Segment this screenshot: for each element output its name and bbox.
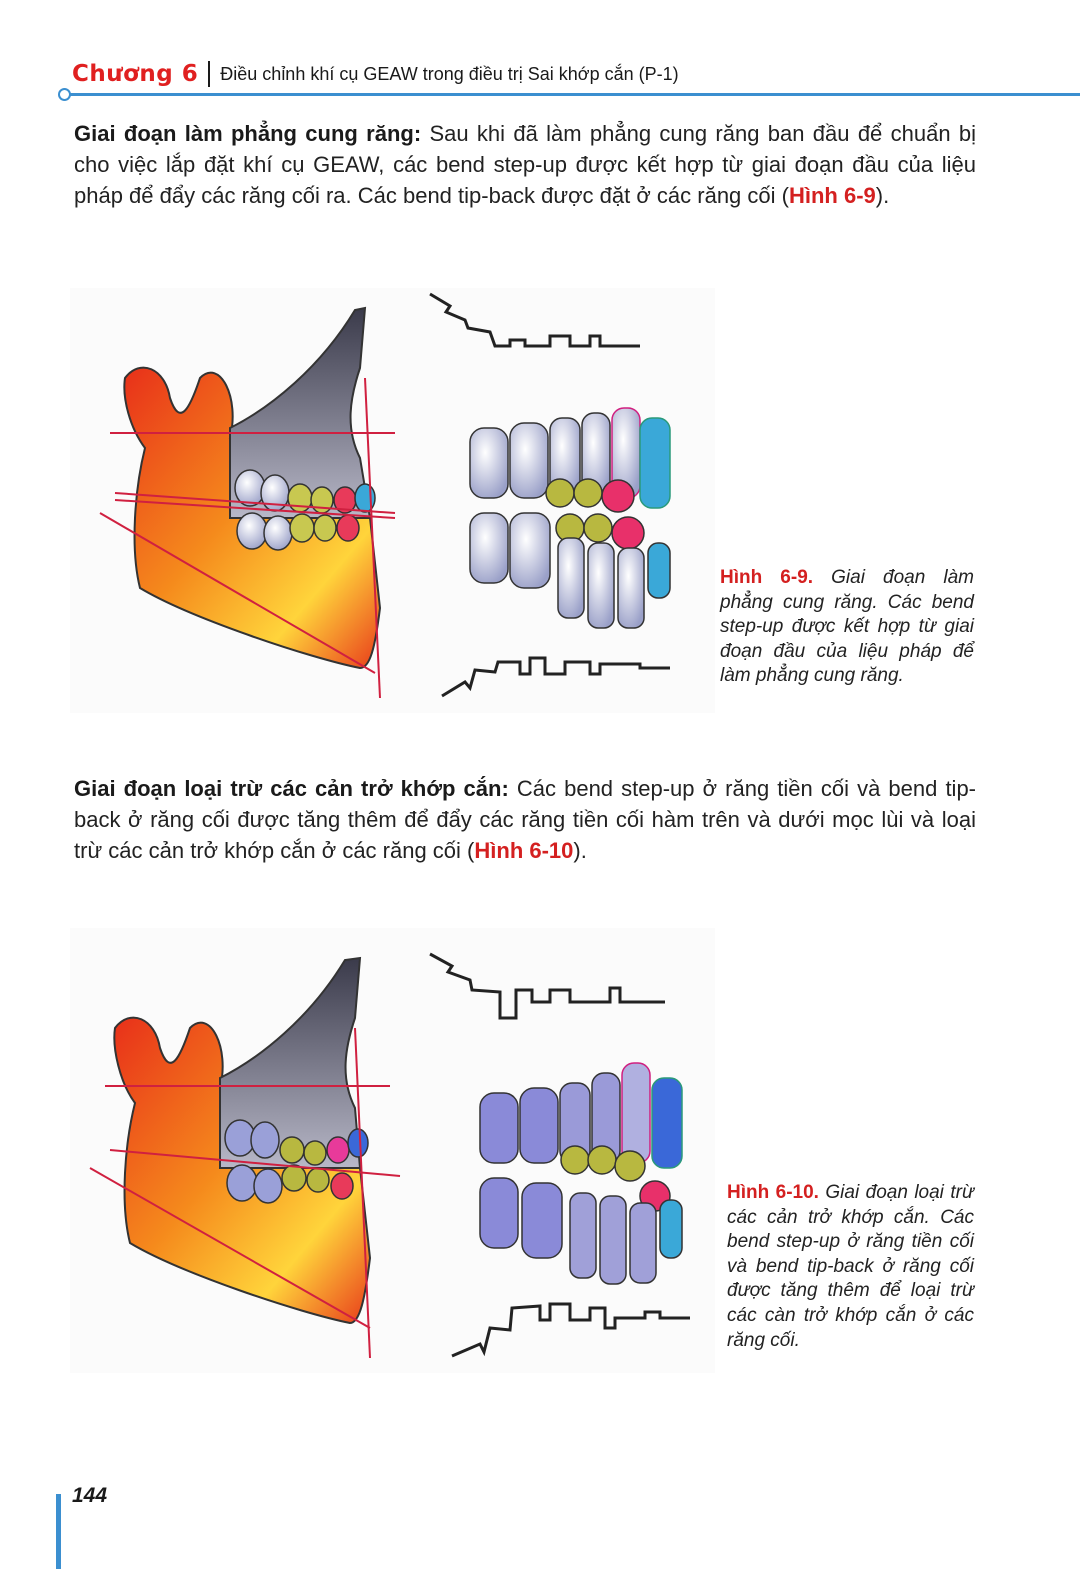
chapter-label: Chương 6: [72, 61, 199, 87]
chapter-title: Điều chỉnh khí cụ GEAW trong điều trị Sai khớp cắn (P-1): [220, 63, 679, 84]
orthodontic-diagram-6-9: [70, 288, 715, 713]
figure-caption-6-10: [727, 1181, 974, 1353]
section-heading: Giai đoạn loại trừ các cản trở khớp cắn:: [74, 776, 509, 801]
figure-6-10: [70, 928, 715, 1373]
orthodontic-diagram-6-10: [70, 928, 715, 1373]
header-rule: [66, 93, 1080, 96]
paragraph-flattening-stage: Giai đoạn làm phẳng cung răng: Sau khi đã làm phẳng cung răng ban đầu để chuẩn bị cho việc lắp đặt khí cụ GEAW, các bend step-up được kết hợp từ giai đoạn đầu của liệu pháp để đẩy các răng cối ra. Các bend tip-back được đặt ở các răng cối (Hình 6-9).: [74, 121, 976, 208]
header-dot: [58, 88, 71, 101]
paragraph-interference-stage: Giai đoạn loại trừ các cản trở khớp cắn: Các bend step-up ở răng tiền cối và bend tip-back ở răng cối được tăng thêm để đẩy các răng tiền cối hàm trên và dưới mọc lùi và loại trừ các cản trở khớp cắn ở các răng cối (Hình 6-10).: [74, 776, 977, 863]
caption-text: Giai đoạn làm phẳng cung răng. Các bend step-up được kết hợp từ giai đoạn đầu của liệu pháp để làm phẳng cung răng.: [720, 567, 974, 687]
caption-text: Giai đoạn loại trừ các cản trở khớp cắn. Các bend step-up ở răng tiền cối và bend tip-back ở răng cối được tăng thêm để loại trừ các càn trở khớp cắn ở các răng cối.: [727, 1182, 974, 1351]
figure-caption-6-9: [720, 566, 974, 689]
figure-reference[interactable]: Hình 6-9: [788, 183, 876, 208]
footer-bar: [56, 1494, 61, 1569]
page-number: 144: [72, 1484, 108, 1507]
section-heading: Giai đoạn làm phẳng cung răng:: [74, 121, 422, 146]
paragraph-text: Các bend step-up ở răng tiền cối và bend tip-back ở răng cối được tăng thêm để đẩy các răng tiền cối hàm trên và dưới mọc lùi và loại trừ các cản trở khớp cắn ở các răng cối (: [74, 776, 977, 863]
header-separator: [208, 61, 210, 87]
running-header: [72, 56, 679, 92]
figure-reference[interactable]: Hình 6-10: [474, 838, 574, 863]
figure-label: Hình 6-9.: [720, 567, 814, 588]
figure-label: Hình 6-10.: [727, 1182, 819, 1203]
figure-6-9: [70, 288, 715, 713]
paragraph-text: Sau khi đã làm phẳng cung răng ban đầu để chuẩn bị cho việc lắp đặt khí cụ GEAW, các bend step-up được kết hợp từ giai đoạn đầu của liệu pháp để đẩy các răng cối ra. Các bend tip-back được đặt ở các răng cối (: [74, 121, 976, 208]
